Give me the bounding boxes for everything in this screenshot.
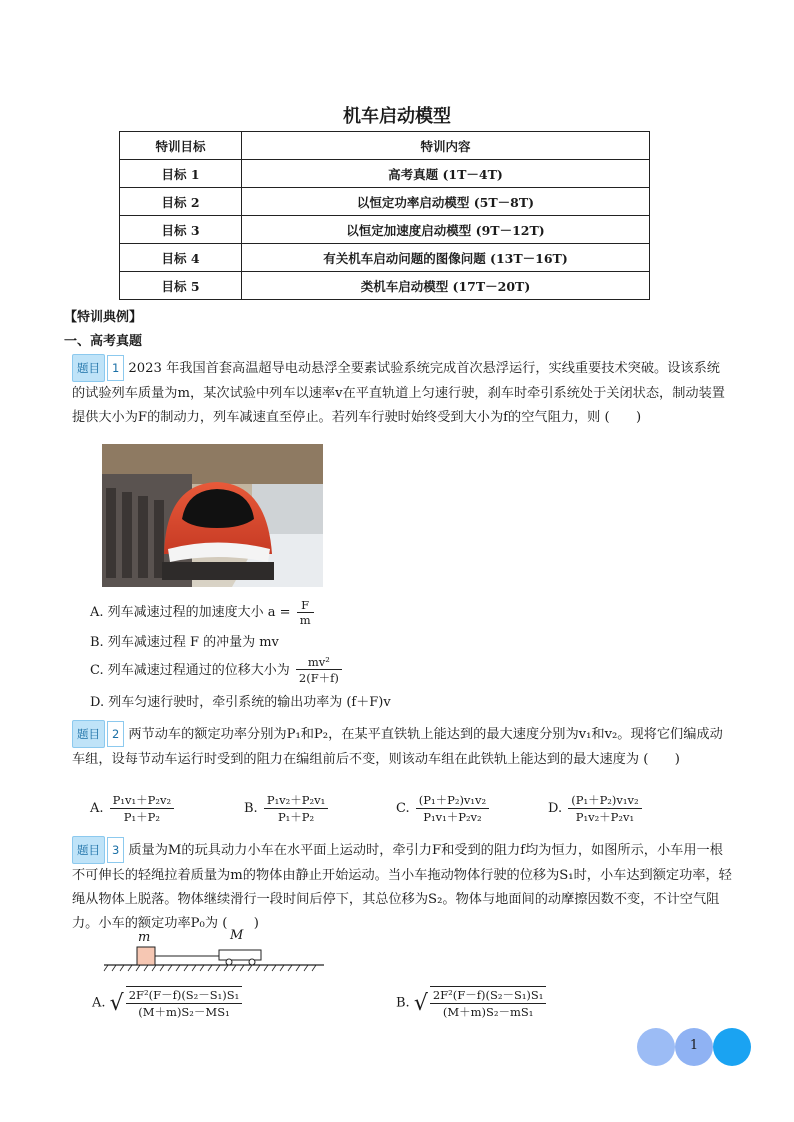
fraction: $\frac{\text{2F²(F－f)(S₂－S₁)S₁}}{\text{(M＋m)S₂－MS₁}}$ xyxy=(126,986,243,1020)
q1-option-c[interactable]: C. 列车减速过程通过的位移大小为 $\frac{\text{mv²}}{2(F+f)}$ xyxy=(90,655,344,686)
table-cell: 以恒定加速度启动模型 (9T－12T) xyxy=(242,216,650,244)
question-2 xyxy=(72,720,732,772)
table-cell: 高考真题 (1T－4T) xyxy=(242,160,650,188)
page-number-badge xyxy=(637,1028,752,1066)
table-cell: 目标 3 xyxy=(120,216,242,244)
q1-option-d[interactable]: D. 列车匀速行驶时，牵引系统的输出功率为 (f＋F)v xyxy=(90,695,391,710)
question-1 xyxy=(72,354,732,430)
table-cell: 类机车启动模型 (17T－20T) xyxy=(242,272,650,300)
table-row xyxy=(120,160,650,188)
q2-option-d[interactable]: D. $\frac{\text{(P₁＋P₂)v₁v₂}}{\text{P₁v₂＋P₂v₁}}$ xyxy=(548,792,644,825)
q3-option-a[interactable]: A. √ $\frac{\text{2F²(F－f)(S₂－S₁)S₁}}{\text{(M＋m)S₂－MS₁}}$ xyxy=(92,986,244,1020)
section-heading: 【特训典例】 xyxy=(64,310,143,325)
question-number: 1 xyxy=(107,355,124,381)
question-text: 两节动车的额定功率分别为P₁和P₂，在某平直铁轨上能达到的最大速度分别为v₁和v₂。现将它们编成动车组，设每节动车运行时受到的阻力在编组前后不变，则该动车组在此铁轨上能达到的最大速度为 ( ) xyxy=(72,727,723,767)
table-cell: 目标 2 xyxy=(120,188,242,216)
fraction: $\frac{\text{(P₁＋P₂)v₁v₂}}{\text{P₁v₂＋P₂v₁}}$ xyxy=(568,792,641,825)
table-cell: 目标 1 xyxy=(120,160,242,188)
cart-block-figure xyxy=(102,928,327,972)
sqrt-icon: √ xyxy=(413,990,428,1016)
question-number: 2 xyxy=(107,721,124,747)
q3-option-b[interactable]: B. √ $\frac{\text{2F²(F－f)(S₂－S₁)S₁}}{\text{(M＋m)S₂－mS₁}}$ xyxy=(396,986,548,1020)
q2-option-b[interactable]: B. $\frac{\text{P₁v₂＋P₂v₁}}{\text{P₁＋P₂}}$ xyxy=(244,792,330,825)
block-mass-label: m xyxy=(138,930,151,945)
table-cell: 目标 5 xyxy=(120,272,242,300)
table-cell: 有关机车启动问题的图像问题 (13T－16T) xyxy=(242,244,650,272)
question-text: 质量为M的玩具动力小车在水平面上运动时，牵引力F和受到的阻力f均为恒力，如图所示，小车用一根不可伸长的轻绳拉着质量为m的物体由静止开始运动。当小车拖动物体行驶的位移为S₁时，小车达到额定功率，轻绳从物体上脱落。物体继续滑行一段时间后停下，其总位移为S₂。物体与地面间的动摩擦因数不变，不计空气阻力。小车的额定功率P₀为 ( ) xyxy=(72,843,732,931)
table-row xyxy=(120,244,650,272)
q2-option-c[interactable]: C. $\frac{\text{(P₁＋P₂)v₁v₂}}{\text{P₁v₁＋P₂v₂}}$ xyxy=(396,792,491,825)
badge-circle-left xyxy=(637,1028,675,1066)
question-3 xyxy=(72,836,732,936)
table-header-row xyxy=(120,132,650,160)
cart-mass-label: M xyxy=(230,928,244,943)
sqrt-icon: √ xyxy=(109,990,124,1016)
table-cell: 以恒定功率启动模型 (5T－8T) xyxy=(242,188,650,216)
q1-option-a[interactable]: A. 列车减速过程的加速度大小 a = $\frac{F}{m}$ xyxy=(90,598,316,627)
q1-option-b[interactable]: B. 列车减速过程 F 的冲量为 mv xyxy=(90,635,279,650)
question-tag: 题目 xyxy=(72,354,105,382)
table-row xyxy=(120,272,650,300)
table-cell: 目标 4 xyxy=(120,244,242,272)
fraction: $\frac{\text{2F²(F－f)(S₂－S₁)S₁}}{\text{(M＋m)S₂－mS₁}}$ xyxy=(430,986,547,1020)
table-row xyxy=(120,216,650,244)
page-number: 1 xyxy=(689,1038,699,1053)
question-tag: 题目 xyxy=(72,836,105,864)
question-text: 2023 年我国首套高温超导电动悬浮全要素试验系统完成首次悬浮运行，实线重要技术突破。设该系统的试验列车质量为m，某次试验中列车以速率v在平直轨道上匀速行驶，刹车时牵引系统处于关闭状态，制动装置提供大小为F的制动力，列车减速直至停止。若列车行驶时始终受到大小为f的空气阻力，则 ( ) xyxy=(72,361,725,425)
table-header-cell: 特训内容 xyxy=(242,132,650,160)
question-tag: 题目 xyxy=(72,720,105,748)
badge-circle-right xyxy=(713,1028,751,1066)
table-header-cell: 特训目标 xyxy=(120,132,242,160)
fraction: $\frac{\text{mv²}}{2(F+f)}$ xyxy=(296,655,342,686)
fraction: $\frac{\text{P₁v₁＋P₂v₂}}{\text{P₁＋P₂}}$ xyxy=(110,792,174,825)
subsection-heading: 一、高考真题 xyxy=(64,334,143,349)
fraction: $\frac{F}{m}$ xyxy=(297,598,314,627)
q2-option-a[interactable]: A. $\frac{\text{P₁v₁＋P₂v₂}}{\text{P₁＋P₂}}$ xyxy=(90,792,176,825)
question-number: 3 xyxy=(107,837,124,863)
fraction: $\frac{\text{(P₁＋P₂)v₁v₂}}{\text{P₁v₁＋P₂v₂}}$ xyxy=(416,792,489,825)
table-row xyxy=(120,188,650,216)
goals-table xyxy=(119,131,650,300)
page-title: 机车启动模型 xyxy=(343,106,451,127)
maglev-train-photo xyxy=(102,444,323,587)
fraction: $\frac{\text{P₁v₂＋P₂v₁}}{\text{P₁＋P₂}}$ xyxy=(264,792,328,825)
